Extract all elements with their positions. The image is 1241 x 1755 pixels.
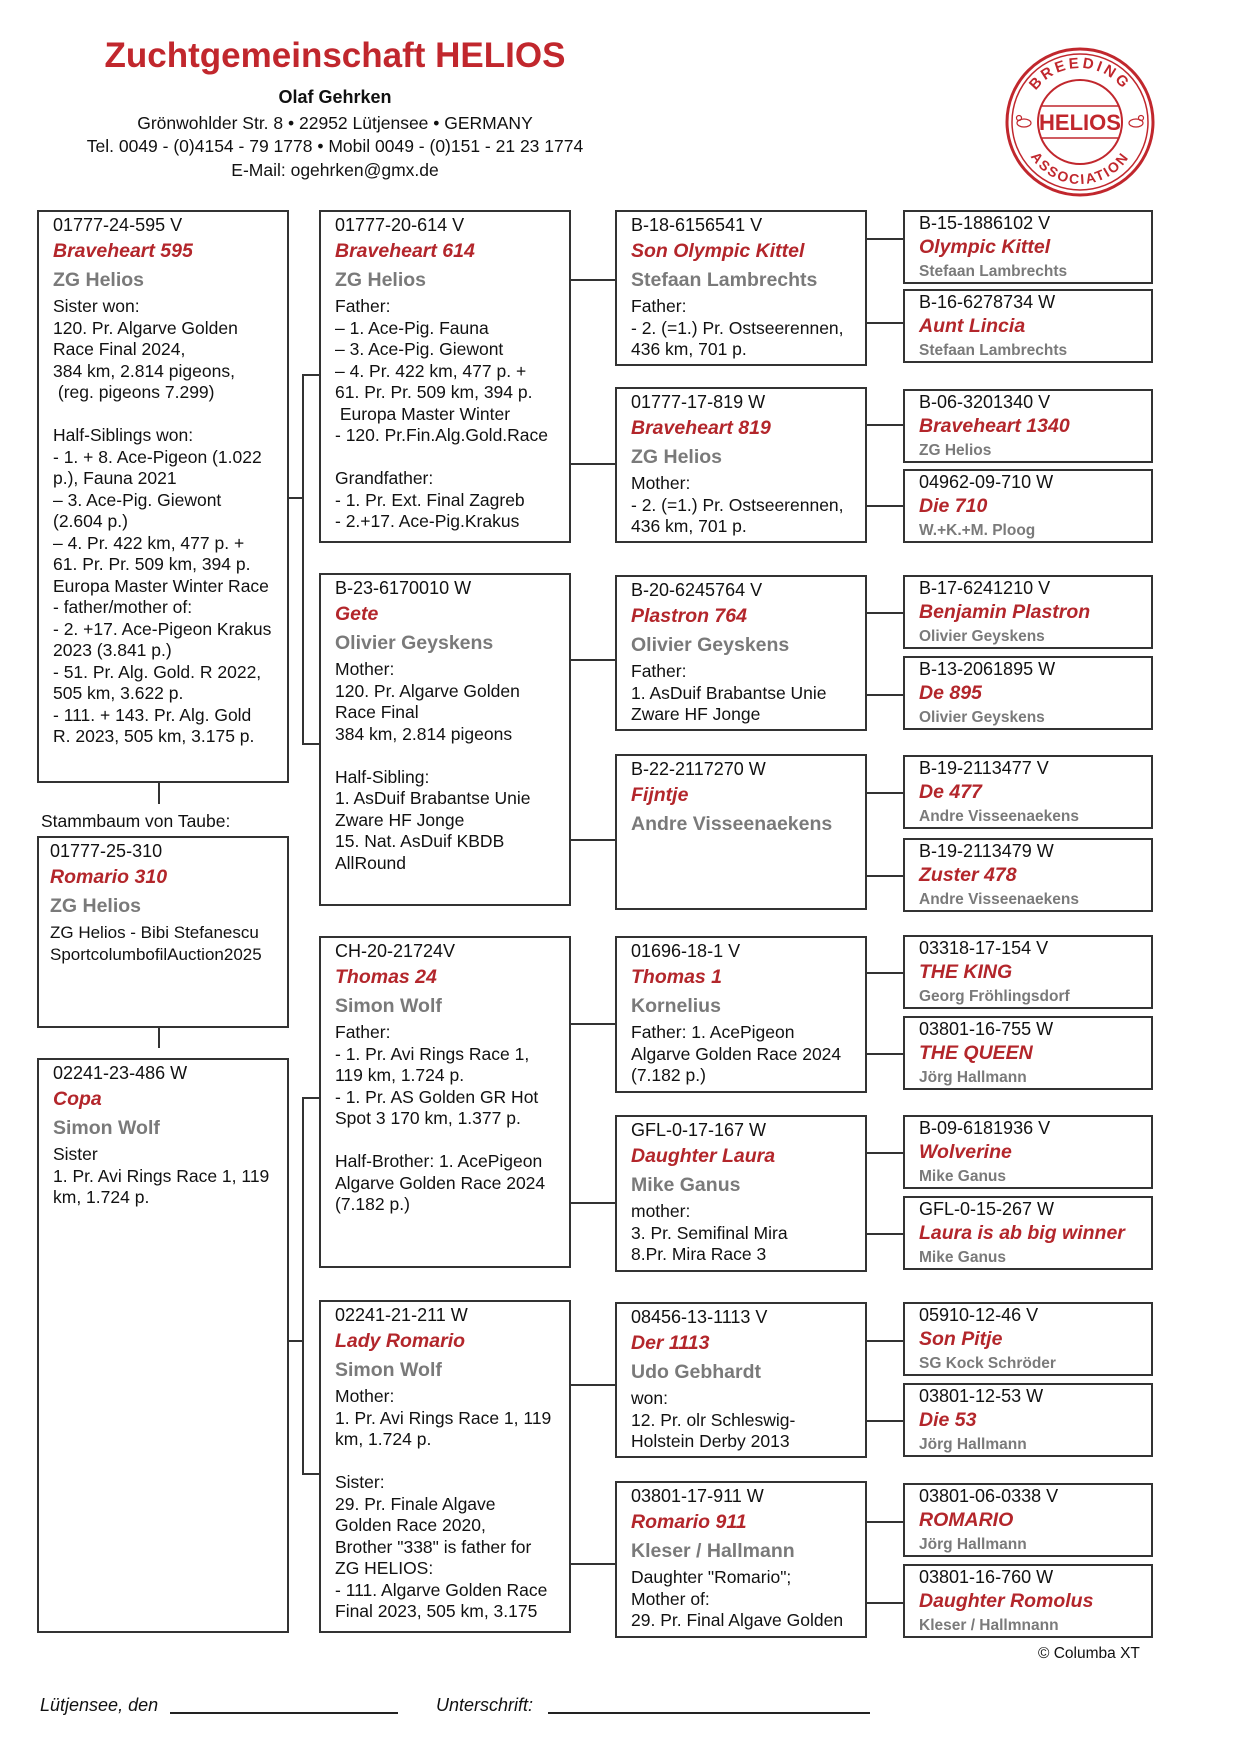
owner-name: Georg Fröhlingsdorf (919, 988, 1070, 1005)
pigeon-name: Braveheart 595 (53, 240, 193, 262)
performance-info: Sister 1. Pr. Avi Rings Race 1, 119 km, 1.724 p. (53, 1144, 270, 1207)
performance-info: Daughter "Romario"; Mother of: 29. Pr. Final Algave Golden (631, 1567, 844, 1630)
owner-name: Jörg Hallmann (919, 1069, 1027, 1086)
pigeon-name: Aunt Lincia (919, 315, 1026, 337)
pedigree-card-great-great-grandparent[interactable] (903, 1016, 1153, 1090)
ring-number: B-20-6245764 V (631, 580, 763, 600)
pedigree-card-great-great-grandparent[interactable] (903, 935, 1153, 1009)
performance-info: Father: 1. AcePigeon Algarve Golden Race 2024 (7.182 p.) (631, 1022, 842, 1085)
copyright: © Columba XT (1038, 1645, 1140, 1662)
owner-name: ZG Helios (53, 269, 145, 291)
connector-line (570, 1384, 616, 1386)
owner-name: Kleser / Hallmann (631, 1540, 795, 1562)
pedigree-card-great-great-grandparent[interactable] (903, 389, 1153, 463)
connector-line (862, 1521, 904, 1523)
connector-line (570, 659, 616, 661)
pigeon-name: Daughter Laura (631, 1145, 776, 1167)
pedigree-card-great-great-grandparent[interactable] (903, 755, 1153, 829)
connector-line (570, 1202, 616, 1204)
pedigree-card-grandparent[interactable] (319, 936, 571, 1268)
pedigree-card-father[interactable] (37, 210, 289, 783)
pigeon-name: De 895 (919, 682, 982, 704)
ring-number: 05910-12-46 V (919, 1305, 1039, 1325)
pedigree-card-great-great-grandparent[interactable] (903, 1483, 1153, 1557)
connector-line (158, 1026, 160, 1048)
connector-line (862, 1340, 904, 1342)
pedigree-label: Stammbaum von Taube: (41, 811, 231, 831)
ring-number: 03801-16-760 W (919, 1567, 1054, 1587)
ring-number: 02241-21-211 W (335, 1305, 468, 1325)
owner-name: Olivier Geyskens (919, 628, 1045, 645)
pedigree-card-great-grandparent[interactable] (615, 387, 867, 543)
connector-line (862, 424, 904, 426)
ring-number: B-15-1886102 V (919, 213, 1051, 233)
date-field[interactable] (170, 1712, 398, 1714)
pigeon-name: Benjamin Plastron (919, 601, 1091, 623)
pedigree-card-great-grandparent[interactable] (615, 1115, 867, 1272)
pigeon-name: Olympic Kittel (919, 236, 1051, 258)
ring-number: B-06-3201340 V (919, 392, 1051, 412)
pedigree-card-great-great-grandparent[interactable] (903, 656, 1153, 730)
pedigree-card-great-grandparent[interactable] (615, 754, 867, 910)
pigeon-name: Romario 911 (631, 1511, 747, 1533)
ring-number: 01696-18-1 V (631, 941, 741, 961)
breeder-name: Olaf Gehrken (278, 87, 392, 107)
pigeon-name: De 477 (919, 781, 982, 803)
pigeon-name: Thomas 1 (631, 966, 723, 988)
ring-number: 01777-25-310 (50, 841, 163, 861)
performance-info: Father: 1. AsDuif Brabantse Unie Zware HF Jonge (631, 661, 827, 724)
pedigree-card-great-grandparent[interactable] (615, 210, 867, 366)
signature-label: Unterschrift: (436, 1695, 534, 1715)
breeder-phone: Tel. 0049 - (0)4154 - 79 1778 • Mobil 0049 - (0)151 - 21 23 1774 (86, 136, 584, 156)
owner-name: ZG Helios (50, 895, 142, 917)
performance-info: Sister won: 120. Pr. Algarve Golden Race Final 2024, 384 km, 2.814 pigeons, (reg. pigeons 7.299) Half-Siblings won: - 1. + 8. Ace-Pigeon (1.022 p.), Fauna 2021 – 3. Ace-Pig. Giewont (2.604 p.) – 4. Pr. 422 km, 477 p. + 61. Pr. Pr. 509 km, 394 p. Europa Master Winter Race - father/mother of: - 2. +17. Ace-Pigeon Krakus 2023 (3.841 p.) - 51. Pr. Alg. Gold. R 2022, 505 km, 3.622 p. - 111. + 143. Pr. Alg. Gold R. 2023, 505 km, 3.175 p. (53, 296, 272, 746)
pigeon-name: Romario 310 (50, 866, 168, 888)
pigeon-name: Lady Romario (335, 1330, 466, 1352)
signature-field[interactable] (548, 1712, 870, 1714)
pigeon-name: Fijntje (631, 784, 689, 806)
connector-line (302, 374, 304, 745)
performance-info: Father: - 1. Pr. Avi Rings Race 1, 119 km, 1.724 p. - 1. Pr. AS Golden GR Hot Spot 3 170 km, 1.377 p. Half-Brother: 1. AcePigeon Algarve Golden Race 2024 (7.182 p.) (335, 1022, 546, 1214)
performance-info: mother: 3. Pr. Semifinal Mira 8.Pr. Mira Race 3 (631, 1201, 788, 1264)
pigeon-name: Son Pitje (919, 1328, 1003, 1350)
performance-info: Mother: 1. Pr. Avi Rings Race 1, 119 km, 1.724 p. Sister: 29. Pr. Finale Algave Golden Race 2020, Brother "338" is father for ZG HELIOS: - 111. Algarve Golden Race Final 2023, 505 km, 3.175 (335, 1386, 552, 1621)
performance-info: Mother: 120. Pr. Algarve Golden Race Final 384 km, 2.814 pigeons Half-Sibling: 1. AsDuif Brabantse Unie Zware HF Jonge 15. Nat. AsDuif KBDB AllRound (335, 659, 531, 873)
connector-line (862, 792, 904, 794)
owner-name: SG Kock Schröder (919, 1355, 1056, 1372)
connector-line (570, 839, 616, 841)
owner-name: ZG Helios (631, 446, 723, 468)
owner-name: Simon Wolf (53, 1117, 160, 1139)
connector-line (862, 1420, 904, 1422)
connector-line (158, 782, 160, 804)
pedigree-card-great-great-grandparent[interactable] (903, 469, 1153, 543)
owner-name: Andre Visseenaekens (919, 891, 1079, 908)
pigeon-name: Copa (53, 1088, 102, 1110)
ring-number: B-19-2113479 W (919, 841, 1054, 861)
ring-number: 08456-13-1113 V (631, 1307, 768, 1327)
pigeon-name: Daughter Romolus (919, 1590, 1094, 1612)
owner-name: Andre Visseenaekens (919, 808, 1079, 825)
pedigree-card-subject[interactable] (37, 836, 289, 1028)
pedigree-card-great-great-grandparent[interactable] (903, 575, 1153, 649)
logo-center-text: HELIOS (1039, 110, 1121, 135)
pigeon-name: THE KING (919, 961, 1013, 983)
logo-top-text: BREEDING (1025, 54, 1135, 94)
pedigree-card-great-great-grandparent[interactable] (903, 1564, 1153, 1638)
pedigree-card-great-grandparent[interactable] (615, 1481, 867, 1638)
ring-number: 02241-23-486 W (53, 1063, 188, 1083)
pedigree-card-great-grandparent[interactable] (615, 936, 867, 1093)
pedigree-card-great-great-grandparent[interactable] (903, 838, 1153, 912)
pedigree-card-great-great-grandparent[interactable] (903, 1302, 1153, 1376)
ring-number: 03801-16-755 W (919, 1019, 1054, 1039)
owner-name: Mike Ganus (919, 1168, 1006, 1185)
owner-name: Kleser / Hallmnann (919, 1617, 1059, 1634)
ring-number: B-09-6181936 V (919, 1118, 1051, 1138)
connector-line (302, 1473, 320, 1475)
owner-name: Mike Ganus (631, 1174, 741, 1196)
ring-number: B-22-2117270 W (631, 759, 766, 779)
owner-name: Kornelius (631, 995, 721, 1017)
owner-name: Mike Ganus (919, 1249, 1006, 1266)
connector-line (302, 374, 320, 376)
owner-name: Simon Wolf (335, 1359, 442, 1381)
pigeon-name: Braveheart 1340 (919, 415, 1070, 437)
owner-name: Olivier Geyskens (631, 634, 790, 656)
owner-name: Jörg Hallmann (919, 1536, 1027, 1553)
pigeon-name: ROMARIO (919, 1509, 1014, 1531)
ring-number: B-17-6241210 V (919, 578, 1051, 598)
performance-info: ZG Helios - Bibi Stefanescu SportcolumbofilAuction2025 (50, 923, 262, 964)
pigeon-name: Braveheart 614 (335, 240, 475, 262)
owner-name: ZG Helios (919, 442, 992, 459)
connector-line (862, 1053, 904, 1055)
ring-number: 03801-12-53 W (919, 1386, 1044, 1406)
pigeon-name: Laura is ab big winner (919, 1222, 1125, 1244)
pedigree-card-mother[interactable] (37, 1058, 289, 1633)
owner-name: Olivier Geyskens (335, 632, 494, 654)
connector-line (302, 1097, 304, 1475)
connector-line (862, 1233, 904, 1235)
ring-number: 01777-24-595 V (53, 215, 183, 235)
performance-info: Father: - 2. (=1.) Pr. Ostseerennen, 436 km, 701 p. (631, 296, 844, 359)
ring-number: 01777-17-819 W (631, 392, 766, 412)
ring-number: 03801-06-0338 V (919, 1486, 1059, 1506)
owner-name: W.+K.+M. Ploog (919, 522, 1036, 539)
owner-name: Stefaan Lambrechts (919, 263, 1068, 280)
pigeon-name: Die 53 (919, 1409, 977, 1431)
ring-number: GFL-0-17-167 W (631, 1120, 767, 1140)
ring-number: CH-20-21724V (335, 941, 456, 961)
pigeon-name: Der 1113 (631, 1332, 710, 1354)
pigeon-name: Wolverine (919, 1141, 1012, 1163)
pigeon-name: Braveheart 819 (631, 417, 771, 439)
owner-name: Stefaan Lambrechts (919, 342, 1068, 359)
owner-name: ZG Helios (335, 269, 427, 291)
pedigree-card-great-great-grandparent[interactable] (903, 1383, 1153, 1457)
logo-bottom-text: ASSOCIATION (1027, 148, 1133, 188)
pigeon-icon (1017, 116, 1032, 128)
pedigree-card-great-great-grandparent[interactable] (903, 1115, 1153, 1189)
ring-number: 03801-17-911 W (631, 1486, 764, 1506)
owner-name: Simon Wolf (335, 995, 442, 1017)
pedigree-card-great-great-grandparent[interactable] (903, 289, 1153, 363)
helios-stamp-logo (1004, 46, 1156, 198)
pedigree-card-grandparent[interactable] (319, 573, 571, 906)
breeder-email: E-Mail: ogehrken@gmx.de (231, 160, 439, 180)
pigeon-name: Plastron 764 (631, 605, 747, 627)
connector-line (862, 322, 904, 324)
connector-line (570, 463, 616, 465)
owner-name: Stefaan Lambrechts (631, 269, 818, 291)
connector-line (570, 1023, 616, 1025)
performance-info: Father: – 1. Ace-Pig. Fauna – 3. Ace-Pig. Giewont – 4. Pr. 422 km, 477 p. + 61. Pr. Pr. 509 km, 394 p. Europa Master Winter - 120. Pr.Fin.Alg.Gold.Race Grandfather: - 1. Pr. Ext. Final Zagreb - 2.+17. Ace-Pig.Krakus (335, 296, 549, 531)
owner-name: Olivier Geyskens (919, 709, 1045, 726)
connector-line (862, 694, 904, 696)
pedigree-card-great-grandparent[interactable] (615, 575, 867, 731)
connector-line (302, 1097, 320, 1099)
performance-info: Mother: - 2. (=1.) Pr. Ostseerennen, 436 km, 701 p. (631, 473, 844, 536)
ring-number: B-16-6278734 W (919, 292, 1056, 312)
pigeon-name: Zuster 478 (919, 864, 1017, 886)
ring-number: GFL-0-15-267 W (919, 1199, 1055, 1219)
pigeon-name: Son Olympic Kittel (631, 240, 805, 262)
pigeon-name: Die 710 (919, 495, 988, 517)
ring-number: B-19-2113477 V (919, 758, 1049, 778)
pigeon-name: Gete (335, 603, 379, 625)
pedigree-card-grandparent[interactable] (319, 1300, 571, 1633)
pedigree-card-great-grandparent[interactable] (615, 1302, 867, 1458)
owner-name: Jörg Hallmann (919, 1436, 1027, 1453)
connector-line (570, 279, 616, 281)
ring-number: 03318-17-154 V (919, 938, 1049, 958)
pigeon-name: Thomas 24 (335, 966, 437, 988)
ring-number: B-18-6156541 V (631, 215, 763, 235)
performance-info: won: 12. Pr. olr Schleswig- Holstein Derby 2013 (631, 1388, 796, 1451)
ring-number: 01777-20-614 V (335, 215, 465, 235)
pigeon-icon (1129, 116, 1144, 128)
connector-line (862, 612, 904, 614)
pigeon-name: THE QUEEN (919, 1042, 1033, 1064)
connector-line (862, 505, 904, 507)
ring-number: 04962-09-710 W (919, 472, 1054, 492)
connector-line (862, 972, 904, 974)
ring-number: B-13-2061895 W (919, 659, 1056, 679)
pedigree-card-grandparent[interactable] (319, 210, 571, 543)
pedigree-card-great-great-grandparent[interactable] (903, 210, 1153, 284)
owner-name: Andre Visseenaekens (631, 813, 833, 835)
pedigree-card-great-great-grandparent[interactable] (903, 1196, 1153, 1270)
breeder-address: Grönwohlder Str. 8 • 22952 Lütjensee • GERMANY (137, 113, 533, 133)
ring-number: B-23-6170010 W (335, 578, 472, 598)
connector-line (862, 875, 904, 877)
breeder-title: Zuchtgemeinschaft HELIOS (104, 36, 566, 75)
place-label: Lütjensee, den (40, 1695, 159, 1715)
connector-line (862, 238, 904, 240)
connector-line (862, 1152, 904, 1154)
owner-name: Udo Gebhardt (631, 1361, 761, 1383)
connector-line (862, 1602, 904, 1604)
connector-line (570, 1563, 616, 1565)
connector-line (302, 743, 320, 745)
